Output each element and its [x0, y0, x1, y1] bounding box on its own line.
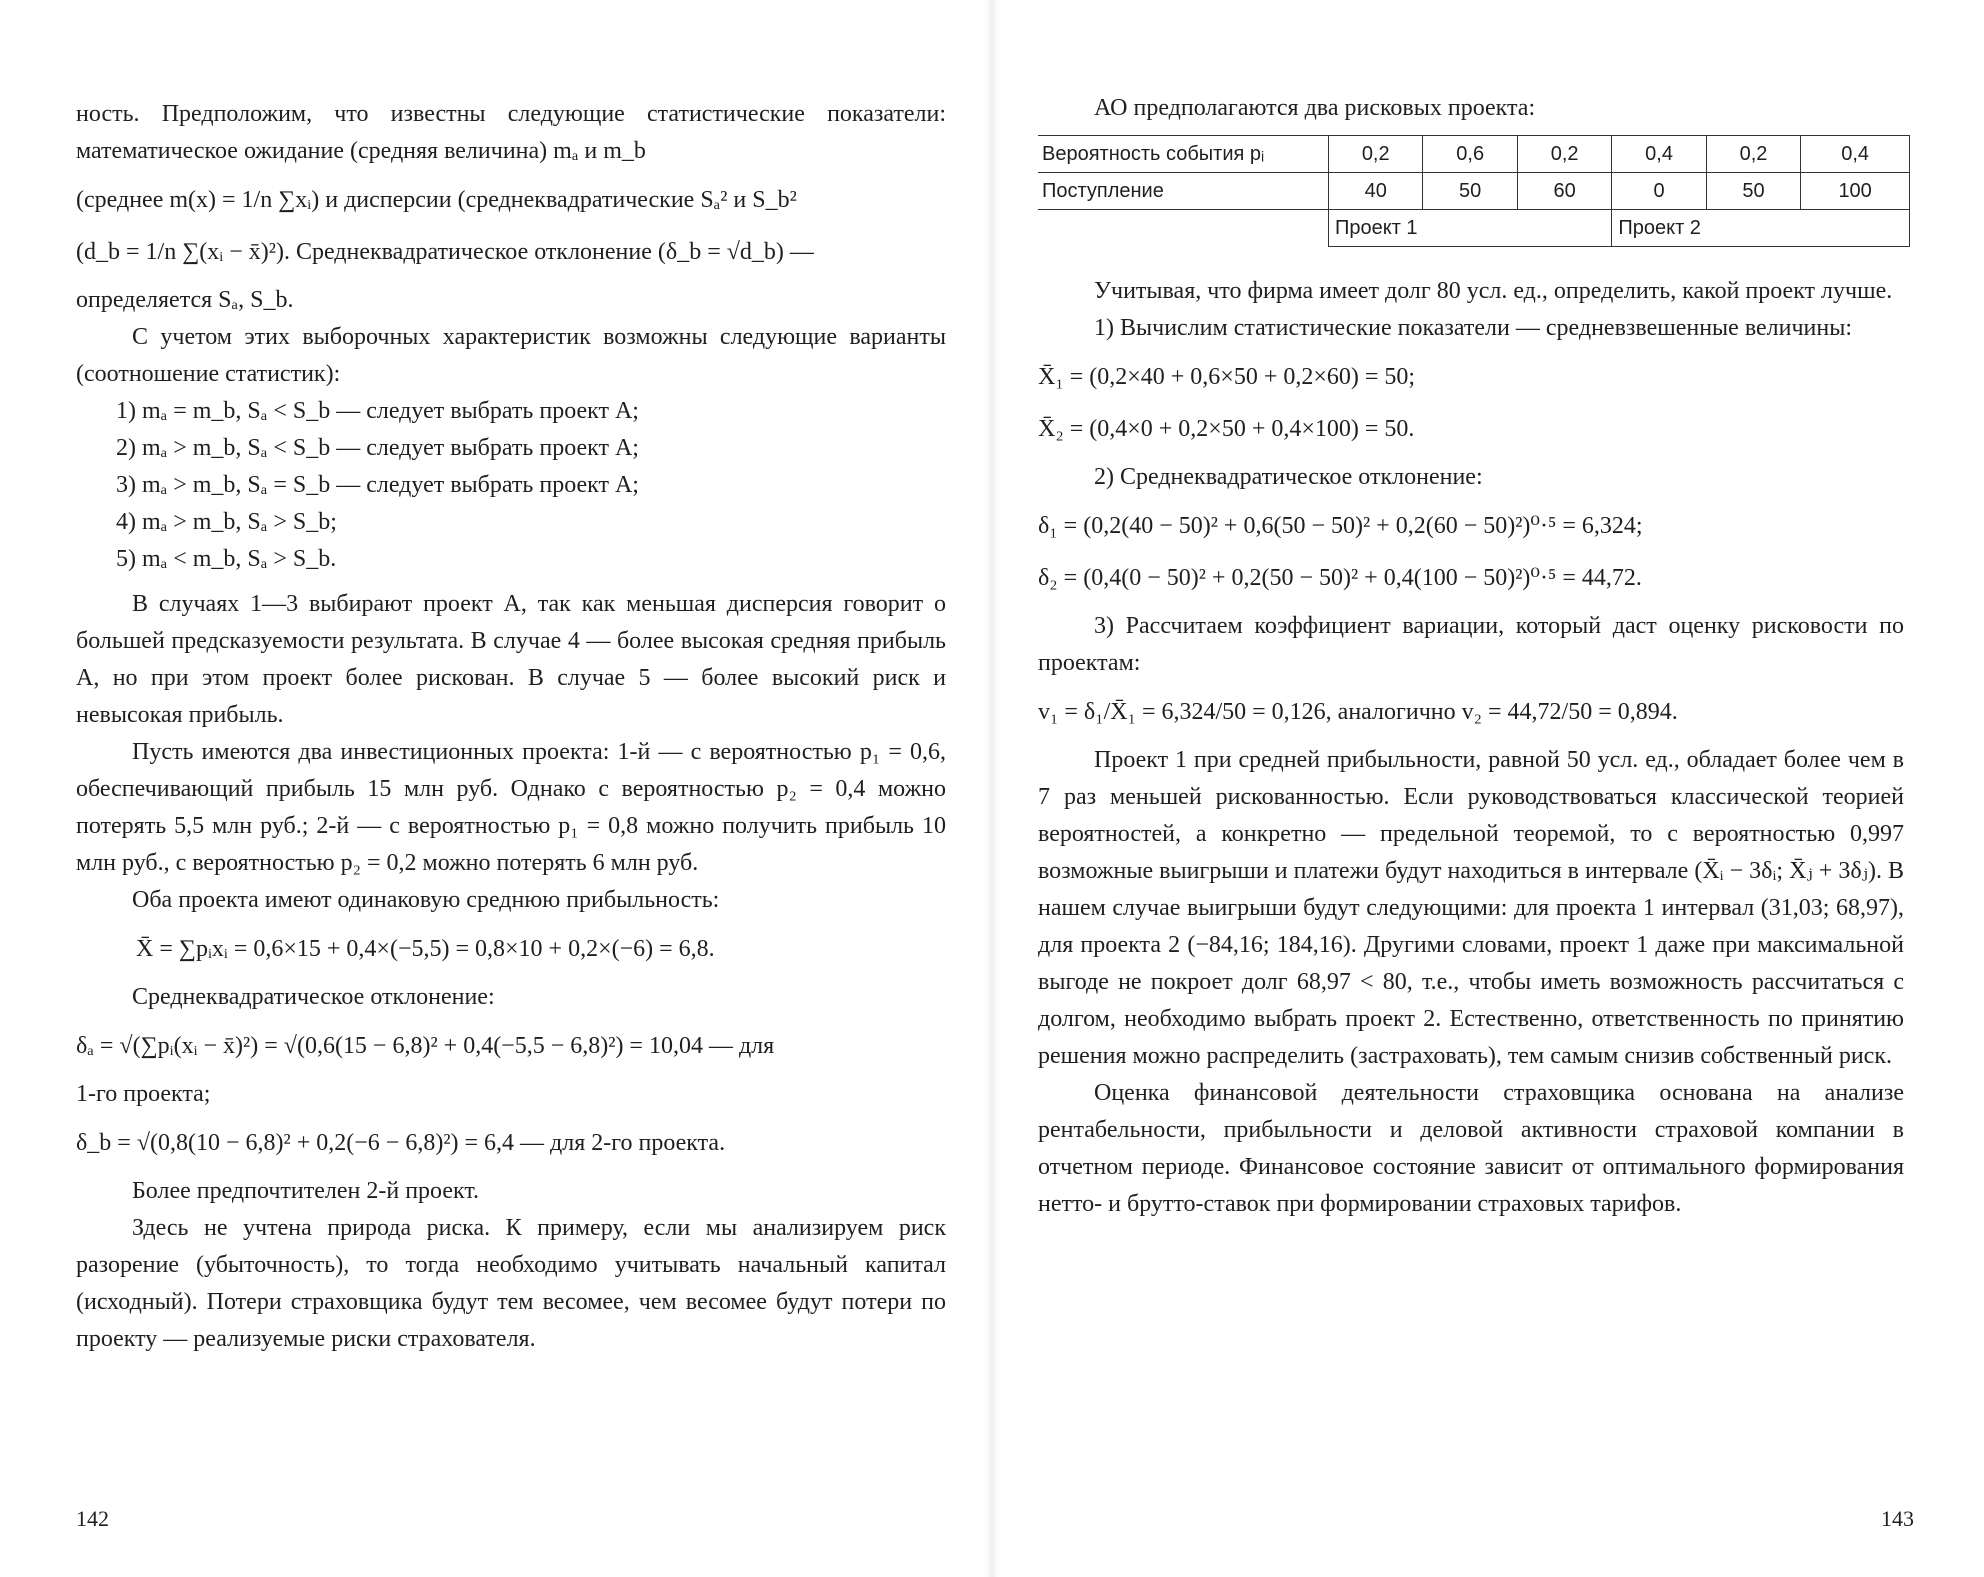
- right-para-5: Проект 1 при средней прибыльности, равной 50 усл. ед., обладает более чем в 7 раз меньшей рискованностью. Если руководствоваться классической теорией вероятностей, а конкретно — предельной теоремой, то с вероятностью 0,997 возможные выигрыши и платежи будут находиться в интервале (X̄ᵢ − 3δᵢ; X̄ⱼ + 3δⱼ). В нашем случае выигрыши будут следующими: для проекта 1 интервал (31,03; 68,97), для проекта 2 (−84,16; 184,16). Другими словами, проект 1 даже при максимальной выгоде не покроет долг 68,97 < 80, т.е., чтобы иметь возможность рассчитаться с долгом, необходимо выбрать проект 2. Естественно, ответственность по принятию решения можно распределить (застраховать), тем самым снизив собственный риск.: [1038, 747, 1904, 1069]
- table-row-label: Поступление: [1038, 173, 1329, 210]
- left-formula-delta-a-end: 1-го проекта;: [76, 1081, 211, 1107]
- left-formula-delta-b: δ_b = √(0,8(10 − 6,8)² + 0,2(−6 − 6,8)²) = 6,4 — для 2-го проекта.: [76, 1130, 726, 1156]
- right-para-6: Оценка финансовой деятельности страховщика основана на анализе рентабельности, прибыльности и деловой активности страховой компании в отчетном периоде. Финансовое состояние зависит от оптимального формирования нетто- и брутто-ставок при формировании страховых тарифов.: [1038, 1080, 1904, 1217]
- left-list-item-5: 5) mₐ < m_b, Sₐ > S_b.: [116, 546, 337, 572]
- right-formula-delta-1: δ₁ = (0,2(40 − 50)² + 0,6(50 − 50)² + 0,2(60 − 50)²)⁰·⁵ = 6,324;: [1038, 513, 1643, 539]
- left-formula-mean: X̄ = ∑pᵢxᵢ = 0,6×15 + 0,4×(−5,5) = 0,8×10 + 0,2×(−6) = 6,8.: [136, 936, 715, 962]
- right-formula-variation: v₁ = δ₁/X̄₁ = 6,324/50 = 0,126, аналогично v₂ = 44,72/50 = 0,894.: [1038, 699, 1678, 725]
- left-list-item-1: 1) mₐ = m_b, Sₐ < S_b — следует выбрать проект А;: [116, 398, 639, 424]
- table-cell: 0,2: [1706, 136, 1800, 173]
- left-para-8: Здесь не учтена природа риска. К примеру, если мы анализируем риск разорение (убыточность), то тогда необходимо учитывать начальный капитал (исходный). Потери страховщика будут тем весомее, чем весомее будут потери по проекту — реализуемые риски страхователя.: [76, 1215, 946, 1352]
- table-project-2-label: Проект 2: [1612, 210, 1910, 247]
- table-cell: 40: [1329, 173, 1423, 210]
- projects-table: [1038, 135, 1910, 247]
- right-page-text: [1038, 90, 1904, 1223]
- table-project-1-label: Проект 1: [1329, 210, 1612, 247]
- right-formula-delta-2: δ₂ = (0,4(0 − 50)² + 0,2(50 − 50)² + 0,4(100 − 50)²)⁰·⁵ = 44,72.: [1038, 565, 1642, 591]
- left-para-2: С учетом этих выборочных характеристик возможны следующие варианты (соотношение статистик):: [76, 324, 946, 387]
- left-para-6: Среднеквадратическое отклонение:: [132, 984, 495, 1010]
- left-para-5: Оба проекта имеют одинаковую среднюю прибыльность:: [132, 887, 720, 913]
- table-cell: 0,2: [1517, 136, 1611, 173]
- table-row: [1038, 173, 1910, 210]
- table-cell: 0,4: [1801, 136, 1910, 173]
- left-para-1-end: определяется Sₐ, S_b.: [76, 287, 294, 313]
- left-para-3: В случаях 1—3 выбирают проект А, так как меньшая дисперсия говорит о большей предсказуемости результата. В случае 4 — более высокая средняя прибыль А, но при этом проект более рискован. В случае 5 — более высокий риск и невысокая прибыль.: [76, 591, 946, 728]
- table-cell: 0: [1612, 173, 1706, 210]
- left-formula-mean-variance: (среднее m(x) = 1/n ∑xᵢ) и дисперсии (среднеквадратические Sₐ² и S_b²: [76, 187, 797, 213]
- left-list-item-3: 3) mₐ > m_b, Sₐ = S_b — следует выбрать проект А;: [116, 472, 639, 498]
- table-row: [1038, 136, 1910, 173]
- table-cell: 0,2: [1329, 136, 1423, 173]
- left-page-number: 142: [76, 1506, 109, 1531]
- left-list-item-4: 4) mₐ > m_b, Sₐ > S_b;: [116, 509, 337, 535]
- left-formula-delta-a: δₐ = √(∑pᵢ(xᵢ − x̄)²) = √(0,6(15 − 6,8)² + 0,4(−5,5 − 6,8)²) = 10,04 — для: [76, 1033, 775, 1059]
- table-cell: 50: [1706, 173, 1800, 210]
- right-page-number: 143: [1881, 1506, 1914, 1531]
- table-cell: 100: [1801, 173, 1910, 210]
- right-para-1: Учитывая, что фирма имеет долг 80 усл. ед., определить, какой проект лучше.: [1094, 278, 1893, 304]
- left-para-1: ность. Предположим, что известны следующие статистические показатели: математическое ожидание (средняя величина) mₐ и m_b: [76, 101, 946, 164]
- table-row-label: Вероятность события pᵢ: [1038, 136, 1329, 173]
- right-formula-x1: X̄₁ = (0,2×40 + 0,6×50 + 0,2×60) = 50;: [1038, 364, 1416, 390]
- right-para-3: 2) Среднеквадратическое отклонение:: [1094, 464, 1483, 490]
- left-para-7: Более предпочтителен 2-й проект.: [132, 1178, 480, 1204]
- table-cell: 60: [1517, 173, 1611, 210]
- table-row: [1038, 210, 1910, 247]
- right-page: [992, 0, 1984, 1577]
- table-cell: 0,4: [1612, 136, 1706, 173]
- right-para-2: 1) Вычислим статистические показатели — средневзвешенные величины:: [1094, 315, 1853, 341]
- right-para-4: 3) Рассчитаем коэффициент вариации, который даст оценку рисковости по проектам:: [1038, 613, 1904, 676]
- table-cell: 0,6: [1423, 136, 1517, 173]
- table-cell: 50: [1423, 173, 1517, 210]
- left-formula-deviation: (d_b = 1/n ∑(xᵢ − x̄)²). Среднеквадратическое отклонение (δ_b = √d_b) —: [76, 239, 814, 265]
- right-intro: АО предполагаются два рисковых проекта:: [1094, 95, 1536, 121]
- right-formula-x2: X̄₂ = (0,4×0 + 0,2×50 + 0,4×100) = 50.: [1038, 416, 1415, 442]
- left-para-4: Пусть имеются два инвестиционных проекта: 1-й — с вероятностью p₁ = 0,6, обеспечивающий прибыль 15 млн руб. Однако с вероятностью p₂ = 0,4 можно потерять 5,5 млн руб.; 2-й — с вероятностью p₁ = 0,8 можно получить прибыль 10 млн руб., с вероятностью p₂ = 0,2 можно потерять 6 млн руб.: [76, 739, 946, 876]
- left-list-item-2: 2) mₐ > m_b, Sₐ < S_b — следует выбрать проект А;: [116, 435, 639, 461]
- left-page: [0, 0, 990, 1577]
- left-page-text: [76, 96, 946, 1358]
- table-empty-cell: [1038, 210, 1329, 247]
